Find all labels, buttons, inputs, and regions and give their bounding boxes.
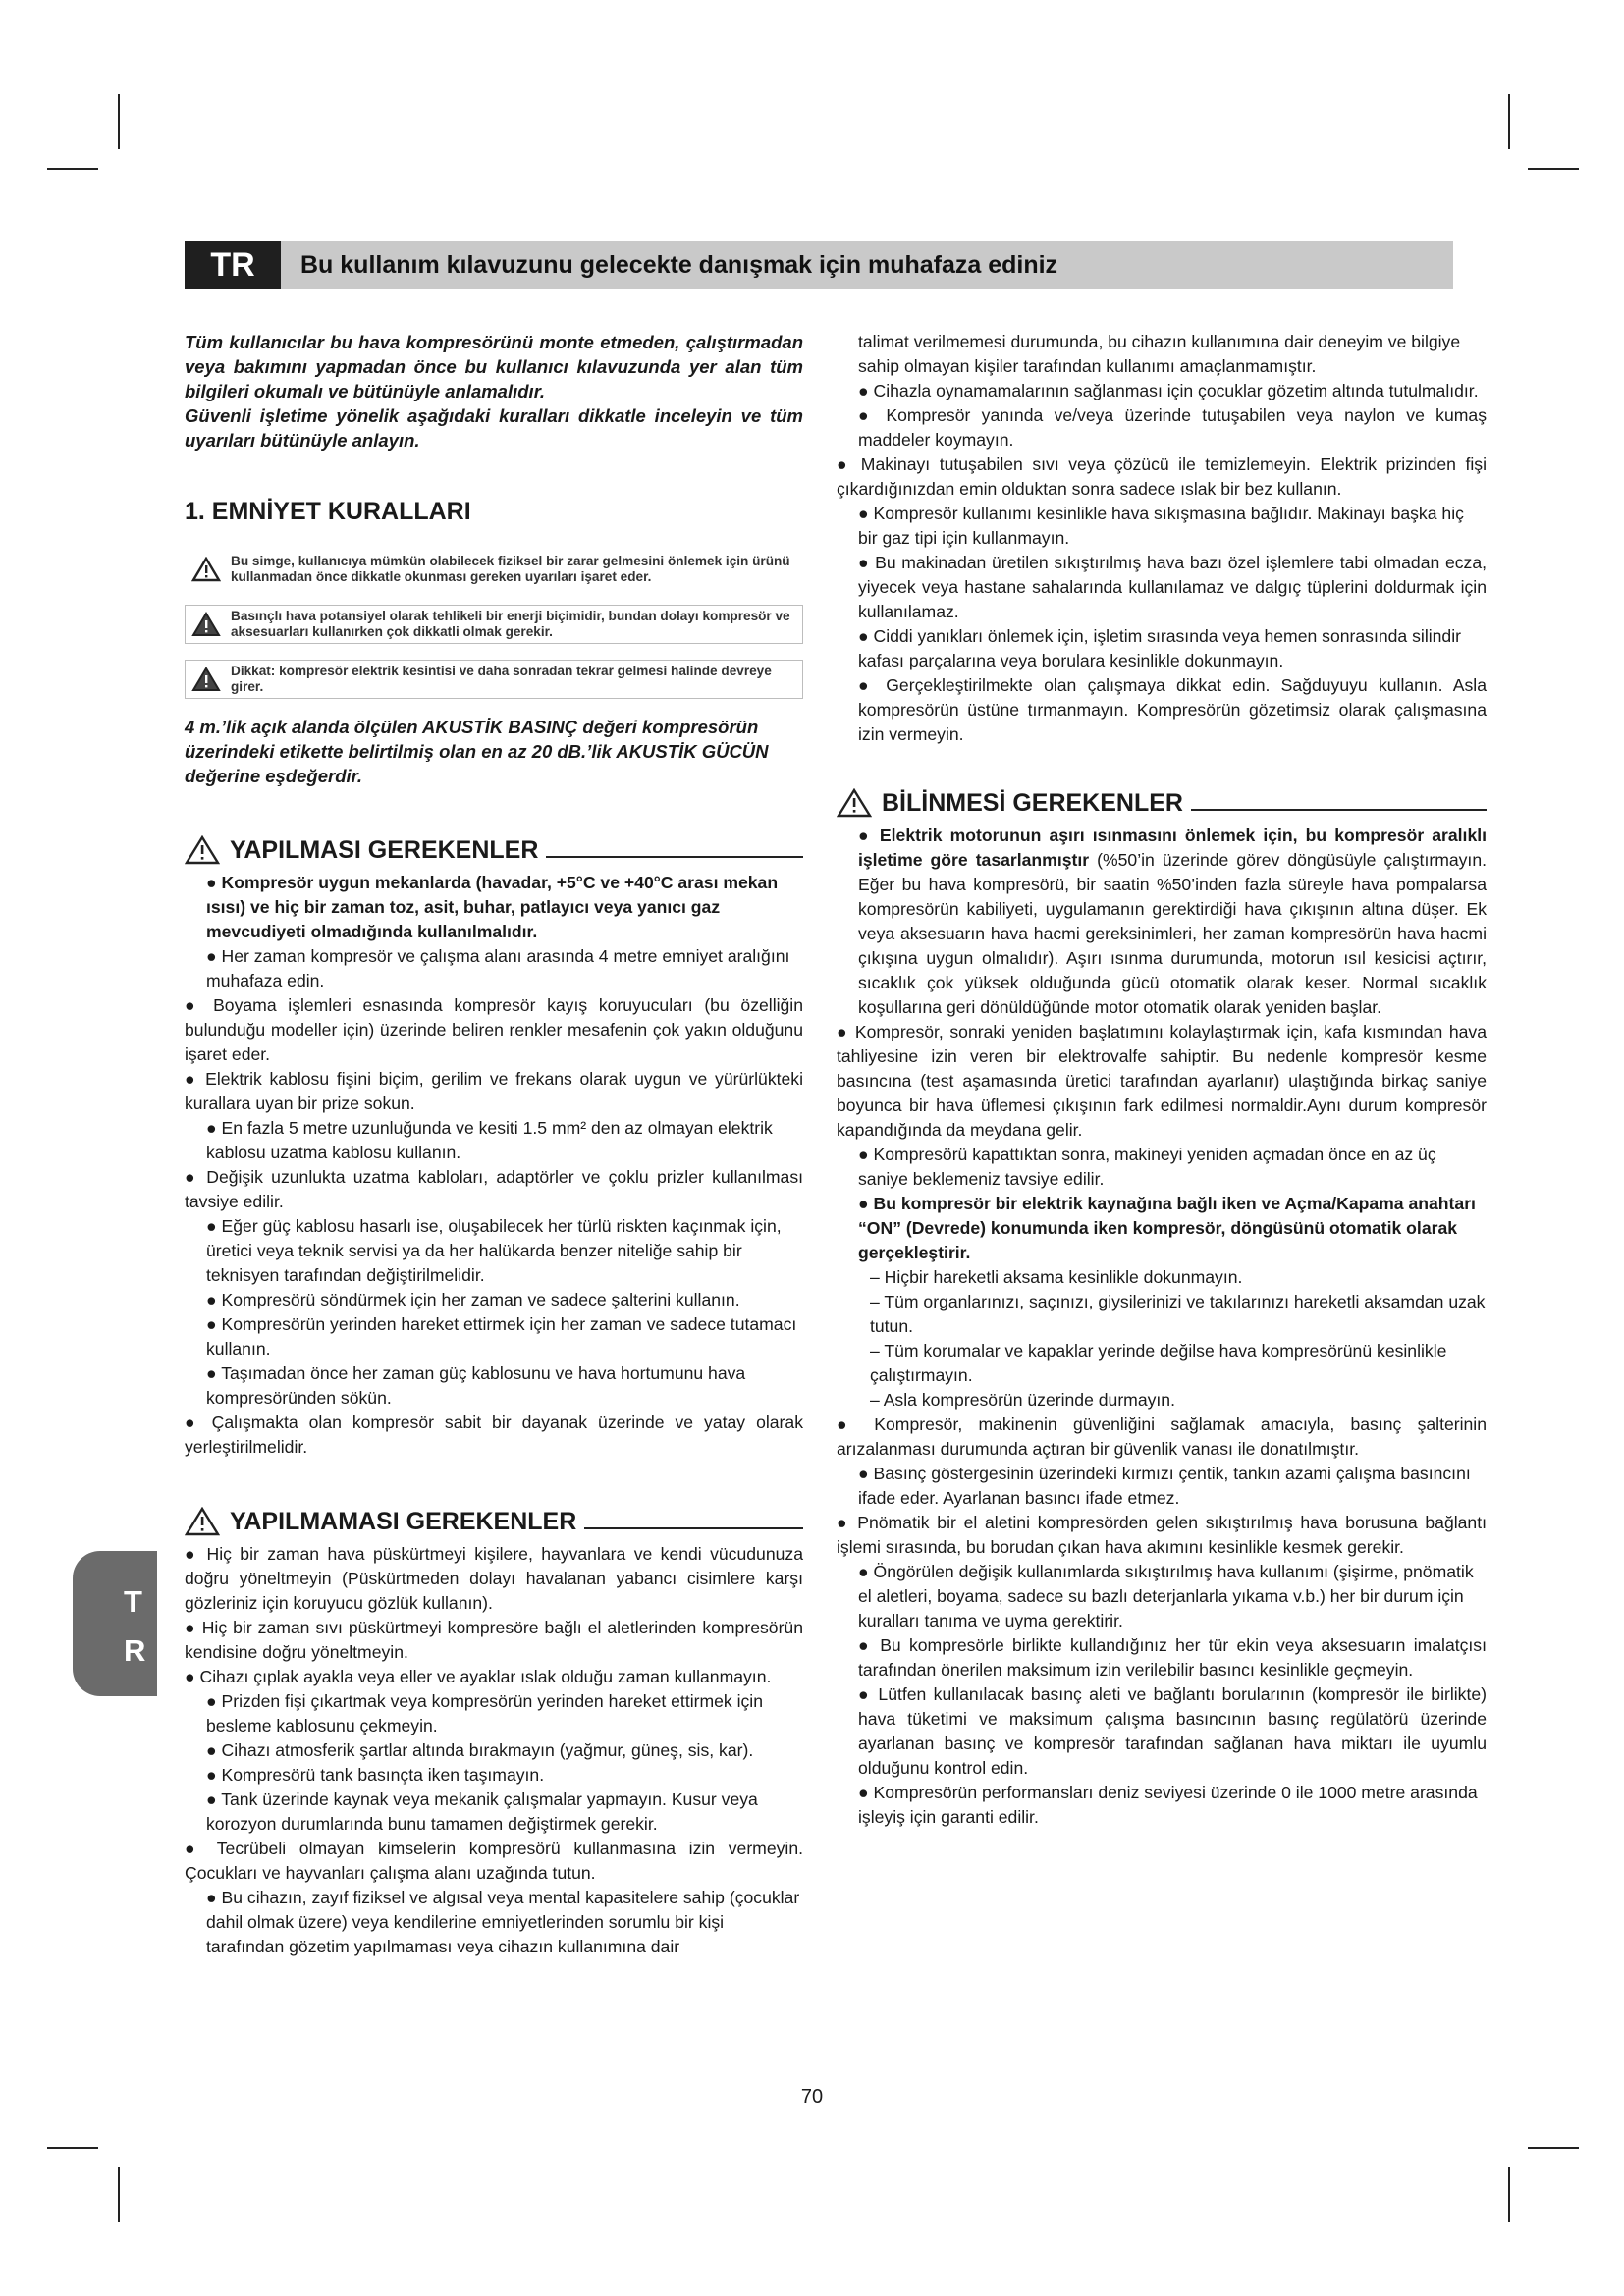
crop-mark bbox=[47, 2147, 98, 2149]
list-item: ● Bu kompresör bir elektrik kaynağına bağlı iken ve Açma/Kapama anahtarı “ON” (Devrede) konumunda iken kompresör, döngüsünü otomatik olarak gerçekleştirir. bbox=[858, 1194, 1476, 1262]
list-item: ● Kompresör, sonraki yeniden başlatımını kolaylaştırmak için, kafa kısmından hava tahliyesine izin veren bir elektrovalfe sahiptir. Bu nedenle kompresör kesme basıncına (test aşamasında üretici tarafından ayarlanır) ulaştığında birkaç saniye boyunca bir hava üflemesi çıkışının fark edilmesi normaldir.Aynı durum kompresör kapandığında da meydana gelir. bbox=[837, 1022, 1487, 1140]
heading-rule bbox=[584, 1527, 803, 1529]
list-item bbox=[837, 824, 1487, 1020]
list-item: ● Tank üzerinde kaynak veya mekanik çalışmalar yapmayın. Kusur veya korozyon durumlarında bunu tamamen değiştirmek gerekir. bbox=[206, 1789, 758, 1834]
warning-box bbox=[185, 660, 803, 699]
list-item: ● Boyama işlemleri esnasında kompresör kayış koruyucuları (bu özelliğin bulunduğu modeller için) üzerinde beliren renkler mesafenin çok yakın olduğunu işaret eder. bbox=[185, 995, 803, 1064]
intro-text: Tüm kullanıcılar bu hava kompresörünü monte etmeden, çalıştırmadan veya bakımını yapmadan önce bu kullanıcı kılavuzunda yer alan tüm bilgileri okumalı ve bütünüyle anlamalıdır. bbox=[185, 332, 803, 401]
dash-item: – Tüm organlarınızı, saçınızı, giysilerinizi ve takılarınızı hareketli aksamdan uzak tutun. bbox=[870, 1292, 1486, 1336]
warning-text: Dikkat: kompresör elektrik kesintisi ve daha sonradan tekrar gelmesi halinde devreye girer. bbox=[231, 664, 772, 694]
warning-icon bbox=[185, 835, 220, 865]
warning-icon bbox=[185, 1507, 220, 1536]
heading-rule bbox=[1191, 809, 1487, 811]
crop-mark bbox=[118, 2167, 120, 2222]
list-item: ● Her zaman kompresör ve çalışma alanı arasında 4 metre emniyet aralığını muhafaza edin. bbox=[206, 946, 790, 990]
list-item: ● Bu kompresörle birlikte kullandığınız her tür ekin veya aksesuarın imalatçısı tarafından önerilen maksimum izin verilebilir basıncı kesinlikle geçmeyin. bbox=[858, 1635, 1487, 1680]
acoustic-note: 4 m.’lik açık alanda ölçülen AKUSTİK BASINÇ değeri kompresörün üzerindeki etikette belirtilmiş olan en az 20 dB.’lik AKUSTİK GÜCÜN değerine eşdeğerdir. bbox=[185, 717, 769, 786]
list-item: ● Cihazı çıplak ayakla veya eller ve ayaklar ıslak olduğu zaman kullanmayın. bbox=[185, 1667, 772, 1686]
list-item: ● Kompresörü kapattıktan sonra, makineyi yeniden açmadan önce en az üç saniye beklemeniz tavsiye edilir. bbox=[858, 1145, 1436, 1189]
warning-icon bbox=[837, 788, 872, 818]
section-heading-know bbox=[837, 788, 1487, 818]
warning-box bbox=[185, 550, 803, 589]
crop-mark bbox=[47, 168, 98, 170]
list-item-text: (%50’in üzerinde görev döngüsüyle çalıştırmayın. Eğer bu hava kompresörü, bir saatin %50’inden fazla süreyle hava pompalarsa kompresörün kabiliyeti, uygulamanın gerektirdiği hava çıkışının altına düşer. Ek veya aksesuarın hava hacmi gereksinimleri, her zaman kompresörün hava hacmi çıkışına uygun olmalıdır). Aşırı ısınma durumunda, motorun ısıl kesicisi açtırır, sıcaklık çok yüksek olduğunda gücü otomatik olarak keser. Normal sıcaklık koşullarına geri dönüldüğünde motor otomatik olarak yeniden başlar. bbox=[858, 850, 1487, 1017]
list-item: ● Lütfen kullanılacak basınç aleti ve bağlantı borularının (kompresör ile birlikte) hava tüketimi ve maksimum çalışma basıncının basınç regülatörü üzerinde ayarlanan basınç ve kompresör tarafından sağlanan hava miktarı ile uyumlu olduğunu kontrol edin. bbox=[858, 1684, 1487, 1778]
list-item: ● Elektrik kablosu fişini biçim, gerilim ve frekans olarak uygun ve yürürlükteki kurallara uyan bir prize sokun. bbox=[185, 1069, 803, 1113]
page-title: Bu kullanım kılavuzunu gelecekte danışmak için muhafaza ediniz bbox=[300, 251, 1058, 279]
list-item: ● Taşımadan önce her zaman güç kablosunu ve hava hortumunu hava kompresöründen sökün. bbox=[206, 1363, 746, 1408]
language-side-tab bbox=[73, 1551, 157, 1696]
page-number: 70 bbox=[800, 2086, 824, 2108]
list-item: ● Prizden fişi çıkartmak veya kompresörün yerinden hareket ettirmek için besleme kablosunu çekmeyin. bbox=[206, 1691, 764, 1735]
list-item: ● Eğer güç kablosu hasarlı ise, oluşabilecek her türlü riskten kaçınmak için, üretici veya teknik servisi ya da her halükarda benzer niteliğe sahip bir teknisyen tarafından değiştirilmelidir. bbox=[206, 1216, 782, 1285]
list-item: ● Bu cihazın, zayıf fiziksel ve algısal veya mental kapasitelere sahip (çocuklar dahil olmak üzere) veya kendilerine emniyetlerinden sorumlu bir kişi tarafından gözetim yapılmaması veya cihazın kullanımına dair bbox=[206, 1888, 800, 1956]
section-title: BİLİNMESİ GEREKENLER bbox=[882, 788, 1183, 817]
side-tab-letter: T bbox=[124, 1584, 142, 1619]
list-item: ● Kompresör yanında ve/veya üzerinde tutuşabilen veya naylon ve kumaş maddeler koymayın. bbox=[858, 405, 1487, 450]
crop-mark bbox=[1508, 94, 1510, 149]
warning-icon bbox=[191, 667, 221, 692]
list-item: ● Tecrübeli olmayan kimselerin kompresörü kullanmasına izin vermeyin. Çocukları ve hayvanları çalışma alanı uzağında tutun. bbox=[185, 1839, 803, 1883]
side-tab-letter: R bbox=[124, 1633, 146, 1668]
crop-mark bbox=[1528, 168, 1579, 170]
list-item: ● Kompresör, makinenin güvenliğini sağlamak amacıyla, basınç şalterinin arızalanması durumunda açtıran bir güvenlik vanası ile donatılmıştır. bbox=[837, 1415, 1487, 1459]
warning-text: Bu simge, kullanıcıya mümkün olabilecek fiziksel bir zarar gelmesini önlemek için ürünü kullanmadan önce dikkatle okunması gereken uyarıları işaret eder. bbox=[231, 554, 790, 584]
list-item: ● Çalışmakta olan kompresör sabit bir dayanak üzerinde ve yatay olarak yerleştirilmelidir. bbox=[185, 1413, 803, 1457]
list-item: ● Öngörülen değişik kullanımlarda sıkıştırılmış hava kullanımı (şişirme, pnömatik el aletleri, boyama, sadece su bazlı deterjanlarla yıkama v.b.) her bir durum için kuralları tanıma ve uyma gerektirir. bbox=[858, 1562, 1474, 1630]
list-item: ● Bu makinadan üretilen sıkıştırılmış hava bazı özel işlemlere tabi olmadan ecza, yiyecek veya hastane sahalarında kullanılamaz ve dalgıç tüplerini doldurmak için kullanılamaz. bbox=[858, 553, 1487, 621]
list-item: ● Ciddi yanıkları önlemek için, işletim sırasında veya hemen sonrasında silindir kafası parçalarına veya borulara kesinlikle dokunmayın. bbox=[858, 626, 1461, 670]
crop-mark bbox=[118, 94, 120, 149]
section-title: YAPILMAMASI GEREKENLER bbox=[230, 1507, 577, 1535]
warning-text: Basınçlı hava potansiyel olarak tehlikeli bir enerji biçimidir, bundan dolayı kompresör ve aksesuarları kullanırken çok dikkatli olmak gerekir. bbox=[231, 609, 790, 639]
warning-icon bbox=[191, 612, 221, 637]
section-heading-do bbox=[185, 835, 803, 865]
crop-mark bbox=[1528, 2147, 1579, 2149]
list-item: ● Kompresörün yerinden hareket ettirmek için her zaman ve sadece tutamacı kullanın. bbox=[206, 1314, 797, 1359]
list-item: ● Değişik uzunlukta uzatma kabloları, adaptörler ve çoklu prizler kullanılması tavsiye edilir. bbox=[185, 1167, 803, 1211]
list-item: ● Hiç bir zaman sıvı püskürtmeyi kompresöre bağlı el aletlerinden kompresörün kendisine doğru yöneltmeyin. bbox=[185, 1618, 803, 1662]
list-item: ● Makinayı tutuşabilen sıvı veya çözücü ile temizlemeyin. Elektrik prizinden fişi çıkardığınızdan emin olduktan sonra sadece ıslak bir bez kullanın. bbox=[837, 454, 1487, 499]
list-item: talimat verilmemesi durumunda, bu cihazın kullanımına dair deneyim ve bilgiye sahip olmayan kişiler tarafından kullanımı amaçlanmamıştır. bbox=[858, 332, 1461, 376]
right-column bbox=[837, 330, 1487, 1830]
language-tag: TR bbox=[185, 241, 281, 289]
list-item: ● Hiç bir zaman hava püskürtmeyi kişilere, hayvanlara ve kendi vücudunuza doğru yöneltmeyin (Püskürtmeden dolayı havalanan yabancı cisimlere karşı gözleriniz için koruyucu gözlük kullanın). bbox=[185, 1544, 803, 1613]
list-item: ● Gerçekleştirilmekte olan çalışmaya dikkat edin. Sağduyuyu kullanın. Asla kompresörün üstüne tırmanmayın. Kompresörün gözetimsiz olarak çalışmasına izin vermeyin. bbox=[858, 675, 1487, 744]
warning-box bbox=[185, 605, 803, 644]
warning-icon bbox=[191, 557, 221, 582]
list-item: ● Kompresör kullanımı kesinlikle hava sıkışmasına bağlıdır. Makinayı başka hiç bir gaz tipi için kullanmayın. bbox=[858, 504, 1464, 548]
section-heading-dont bbox=[185, 1507, 803, 1536]
list-item: ● Kompresörün performansları deniz seviyesi üzerinde 0 ile 1000 metre arasında işleyiş için garanti edilir. bbox=[858, 1783, 1478, 1827]
section-title: YAPILMASI GEREKENLER bbox=[230, 835, 539, 864]
list-item: ● Cihazla oynamamalarının sağlanması için çocuklar gözetim altında tutulmalıdır. bbox=[858, 381, 1479, 400]
crop-mark bbox=[1508, 2167, 1510, 2222]
list-item: ● Pnömatik bir el aletini kompresörden gelen sıkıştırılmış hava borusuna bağlantı işlemi sırasında, bu borudan çıkan hava akımını kesinlikle kesmek gerekir. bbox=[837, 1513, 1487, 1557]
page-header bbox=[185, 241, 1453, 289]
dash-item: – Hiçbir hareketli aksama kesinlikle dokunmayın. bbox=[870, 1267, 1243, 1287]
left-column bbox=[185, 330, 803, 1959]
dash-item: – Asla kompresörün üzerinde durmayın. bbox=[870, 1390, 1175, 1410]
dash-item: – Tüm korumalar ve kapaklar yerinde değilse hava kompresörünü kesinlikle çalıştırmayın. bbox=[870, 1341, 1447, 1385]
list-item: ● Cihazı atmosferik şartlar altında bırakmayın (yağmur, güneş, sis, kar). bbox=[206, 1740, 754, 1760]
list-item: ● Kompresör uygun mekanlarda (havadar, +5°C ve +40°C arası mekan ısısı) ve hiç bir zaman toz, asit, buhar, patlayıcı veya yanıcı gaz mevcudiyeti olmadığında kullanılmalıdır. bbox=[206, 873, 779, 941]
list-item: ● Kompresörü söndürmek için her zaman ve sadece şalterini kullanın. bbox=[206, 1290, 740, 1309]
heading-rule bbox=[546, 856, 803, 858]
list-item: ● Basınç göstergesinin üzerindeki kırmızı çentik, tankın azami çalışma basıncını ifade eder. Ayarlanan basıncı ifade etmez. bbox=[858, 1464, 1471, 1508]
section-heading: 1. EMNİYET KURALLARI bbox=[185, 498, 471, 525]
intro-text: Güvenli işletime yönelik aşağıdaki kuralları dikkatle inceleyin ve tüm uyarıları bütünüyle anlayın. bbox=[185, 405, 803, 451]
list-item: ● Kompresörü tank basınçta iken taşımayın. bbox=[206, 1765, 545, 1785]
bold-lead: ● Elektrik motorunun aşırı ısınmasını önlemek için, bu kompresör aralıklı işletime göre tasarlanmıştır bbox=[858, 826, 1487, 870]
list-item: ● En fazla 5 metre uzunluğunda ve kesiti 1.5 mm² den az olmayan elektrik kablosu uzatma kablosu kullanın. bbox=[206, 1118, 773, 1162]
